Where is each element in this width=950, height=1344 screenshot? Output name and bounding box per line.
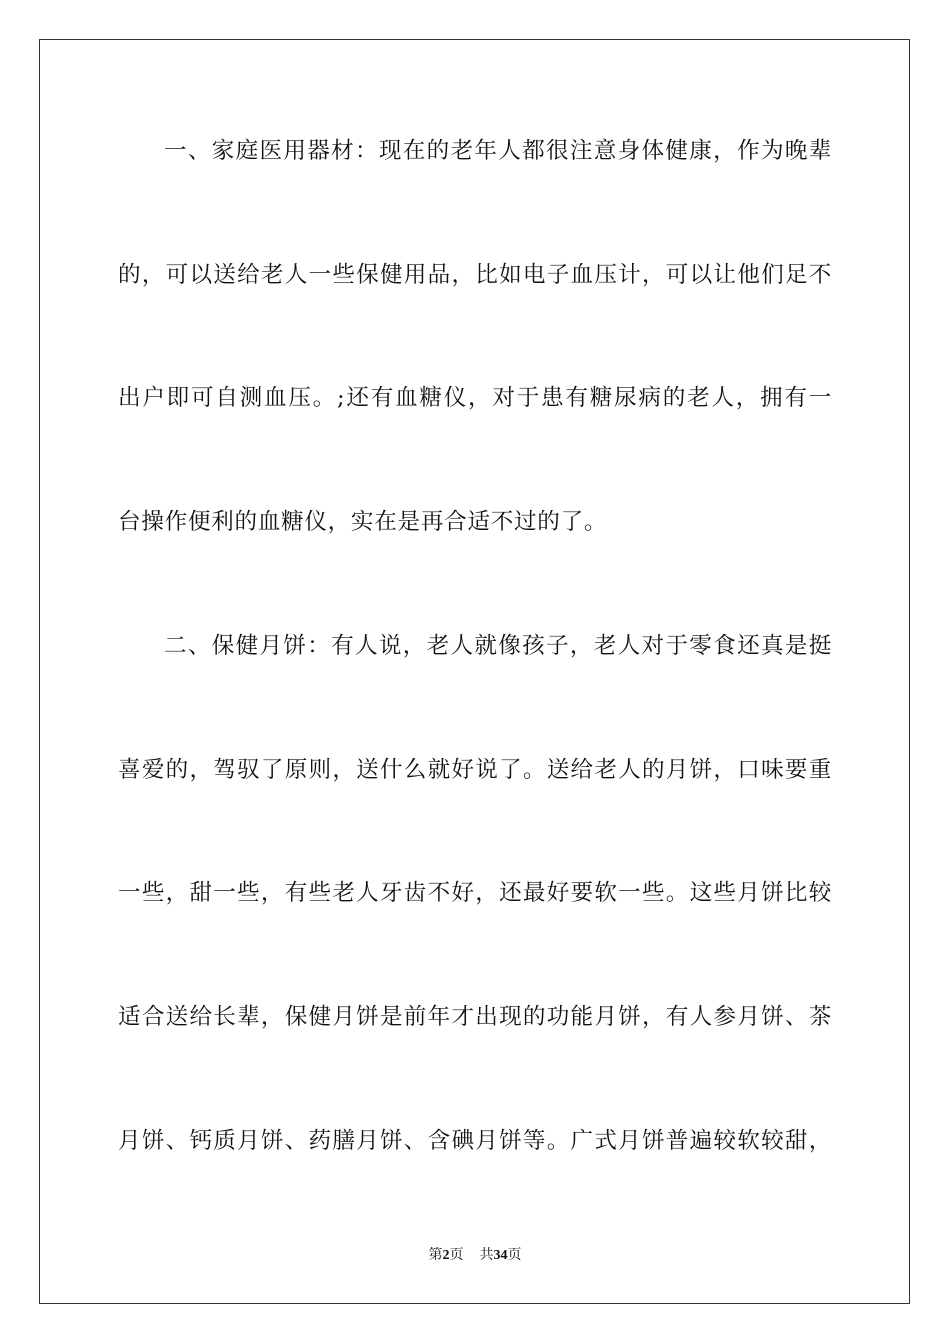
total-prefix: 共 (479, 1248, 494, 1263)
paragraph-line: 一些，甜一些，有些老人牙齿不好，还最好要软一些。这些月饼比较 (118, 880, 832, 906)
page-border (39, 39, 910, 1304)
page-prefix: 第 (428, 1248, 443, 1263)
paragraph-line: 台操作便利的血糖仪，实在是再合适不过的了。 (118, 509, 608, 535)
page-suffix: 页 (449, 1248, 464, 1263)
paragraph-line: 一、家庭医用器材：现在的老年人都很注意身体健康，作为晚辈 (164, 138, 832, 164)
total-suffix: 页 (507, 1248, 522, 1263)
page-footer (0, 1247, 950, 1265)
paragraph-line: 出户即可自测血压。;还有血糖仪，对于患有糖尿病的老人，拥有一 (118, 385, 832, 411)
paragraph-line: 二、保健月饼：有人说，老人就像孩子，老人对于零食还真是挺 (164, 633, 832, 659)
paragraph-line: 喜爱的，驾驭了原则，送什么就好说了。送给老人的月饼，口味要重 (118, 757, 832, 783)
total-pages: 34 (493, 1248, 508, 1263)
page-number: 2 (442, 1248, 450, 1263)
paragraph-line: 适合送给长辈，保健月饼是前年才出现的功能月饼，有人参月饼、茶 (118, 1004, 832, 1030)
paragraph-line: 的，可以送给老人一些保健用品，比如电子血压计，可以让他们足不 (118, 262, 832, 288)
paragraph-line: 月饼、钙质月饼、药膳月饼、含碘月饼等。广式月饼普遍较软较甜， (118, 1128, 832, 1154)
